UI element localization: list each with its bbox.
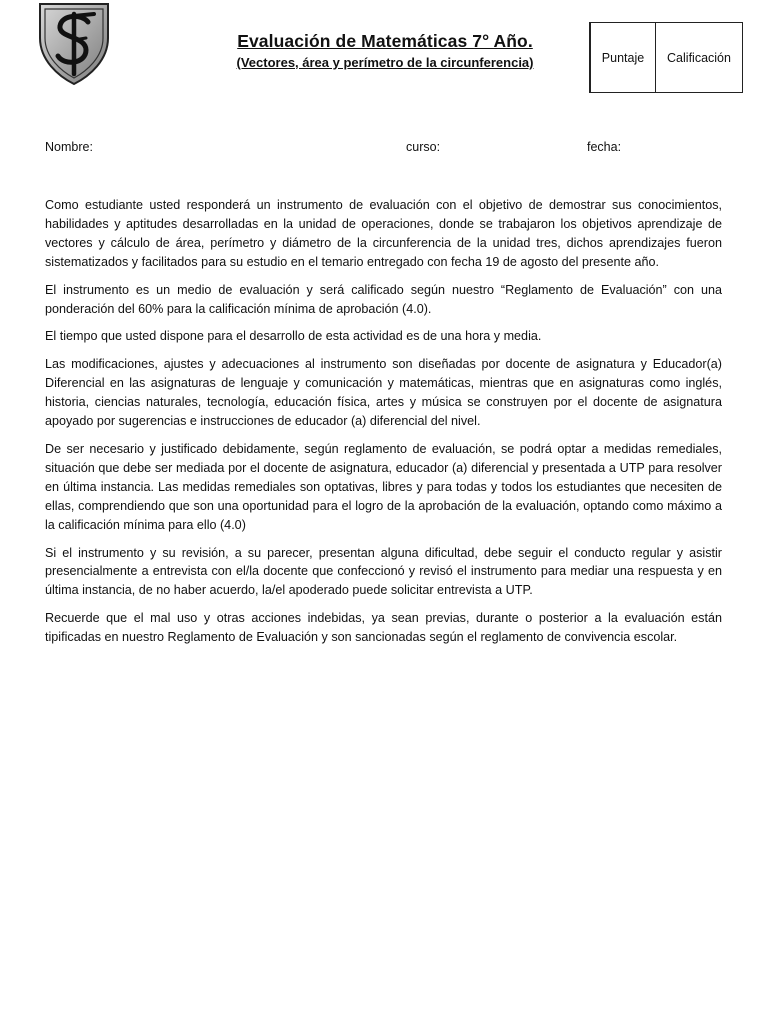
page-subtitle: (Vectores, área y perímetro de la circunferencia) — [236, 55, 534, 70]
instructions — [45, 196, 722, 656]
paragraph: El tiempo que usted dispone para el desarrollo de esta actividad es de una hora y media. — [45, 329, 542, 344]
curso-label: curso: — [406, 140, 441, 154]
calificacion-cell: Calificación — [667, 50, 731, 65]
page-title: Evaluación de Matemáticas 7° Año. — [237, 31, 533, 51]
puntaje-cell: Puntaje — [591, 23, 656, 92]
paragraph: Si el instrumento y su revisión, a su parecer, presentan alguna dificultad, debe seguir el conducto regular y asistir presencialmente a entrevista con el/la docente que confeccionó y revisó el instrumento para mediar una respuesta y en última instancia, de no haber acuerdo, la/el apoderado puede solicitar entrevista a UTP. — [45, 545, 722, 598]
paragraph: De ser necesario y justificado debidamente, según reglamento de evaluación, se podrá optar a medidas remediales, situación que debe ser mediada por el docente de asignatura, educador (a) diferencial y presentada a UTP para resolver en última instancia. Las medidas remediales son optativas, libres y para todas y todos los estudiantes que necesiten de ellas, comprendiendo que son una oportunidad para el logro de la aprobación de la evaluación, optando como máximo a la calificación mínima para ello (4.0) — [45, 441, 722, 532]
score-table — [589, 22, 743, 93]
school-crest-icon — [34, 0, 114, 86]
header — [200, 30, 570, 71]
paragraph: Las modificaciones, ajustes y adecuaciones al instrumento son diseñadas por docente de asignatura y Educador(a) Diferencial en las asignaturas de lenguaje y comunicación y matemáticas, mientras que en asignaturas como inglés, historia, ciencias naturales, tecnología, educación física, artes y música se construyen por el docente de asignatura apoyado por sugerencias e instrucciones de educador (a) diferencial del nivel. — [45, 357, 722, 429]
paragraph: Recuerde que el mal uso y otras acciones indebidas, ya sean previas, durante o posterior a la evaluación están tipificadas en nuestro Reglamento de Evaluación y son sancionadas según el reglamento de convivencia escolar. — [45, 611, 722, 645]
fecha-label: fecha: — [587, 140, 622, 154]
student-fields — [45, 140, 725, 158]
paragraph: Como estudiante usted responderá un instrumento de evaluación con el objetivo de demostrar sus conocimientos, habilidades y aptitudes desarrolladas en la unidad de operaciones, donde se trabajaron los objetivos aprendizaje de vectores y cálculo de área, perímetro y diámetro de la circunferencia de la unidad tres, dichos aprendizajes fueron sistematizados y facilitados para su estudio en el temario entregado con fecha 19 de agosto del presente año. — [45, 198, 722, 269]
nombre-label: Nombre: — [45, 140, 93, 154]
paragraph: El instrumento es un medio de evaluación y será calificado según nuestro “Reglamento de Evaluación” con una ponderación del 60% para la calificación mínima de aprobación (4.0). — [45, 282, 722, 316]
